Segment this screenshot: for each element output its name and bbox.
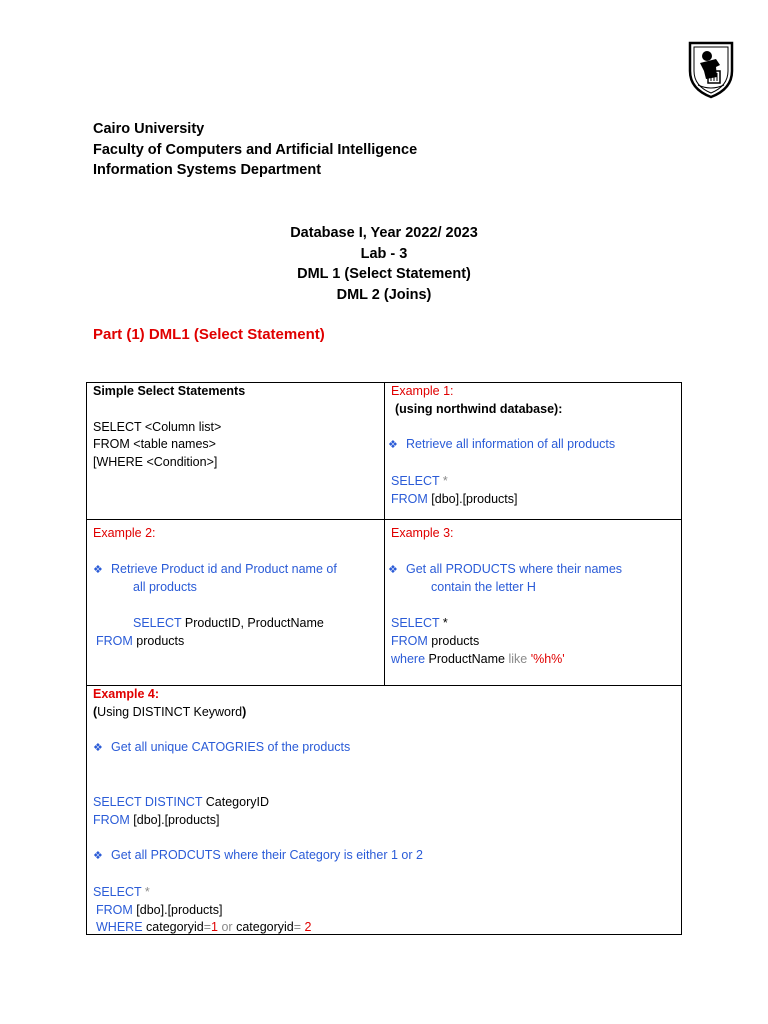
keyword: FROM — [93, 812, 130, 827]
keyword: WHERE — [96, 920, 143, 935]
cell-heading: Simple Select Statements — [93, 384, 246, 398]
part-heading: Part (1) DML1 (Select Statement) — [93, 326, 325, 343]
syntax-line: SELECT <Column list> — [93, 419, 222, 434]
task-text: Get all unique CATOGRIES of the products — [111, 740, 351, 755]
keyword: FROM — [96, 633, 133, 648]
task-text: Retrieve Product id and Product name of — [111, 561, 337, 576]
keyword: FROM — [391, 491, 428, 506]
operator: or — [221, 920, 233, 935]
query-line — [388, 615, 678, 633]
example-heading: Example 2: — [93, 526, 156, 540]
identifier: categoryid — [236, 920, 294, 935]
example-heading: Example 1: — [391, 384, 454, 398]
example-3-cell — [388, 525, 678, 668]
operator: * — [442, 615, 448, 630]
example-subheading — [93, 704, 678, 722]
query-line — [93, 812, 678, 830]
query-line — [93, 919, 678, 937]
query-line — [388, 633, 678, 651]
example-heading: Example 3: — [391, 526, 454, 540]
bullet-icon: ❖ — [93, 742, 103, 755]
identifier: ProductID, ProductName — [184, 615, 324, 630]
lab-number: Lab - 3 — [360, 245, 408, 262]
topic-dml2: DML 2 (Joins) — [336, 286, 432, 303]
operator: * — [442, 473, 448, 488]
university-crest-icon — [686, 41, 736, 99]
operator: = — [203, 920, 212, 935]
query-line — [93, 615, 381, 633]
university-name: Cairo University — [93, 121, 205, 137]
keyword: SELECT — [93, 884, 142, 899]
keyword: FROM — [391, 633, 428, 648]
bullet-icon: ❖ — [388, 439, 398, 452]
query-line — [388, 473, 678, 491]
task-text: Get all PRODUCTS where their names — [406, 561, 623, 576]
bullet-icon: ❖ — [388, 563, 398, 576]
faculty-name: Faculty of Computers and Artificial Intelligence — [93, 141, 418, 158]
keyword: SELECT DISTINCT — [93, 794, 203, 809]
keyword: SELECT — [391, 615, 440, 630]
task-text: contain the letter H — [431, 580, 536, 595]
identifier: categoryid — [146, 920, 204, 935]
numeric-literal: 2 — [304, 920, 312, 935]
query-line — [388, 491, 678, 509]
task-text: Get all PRODCUTS where their Category is either 1 or 2 — [111, 848, 423, 863]
example-2-cell — [93, 525, 381, 651]
query-line — [93, 794, 678, 812]
table-divider — [384, 382, 385, 686]
task-text: Retrieve all information of all products — [406, 437, 616, 452]
syntax-line: [WHERE <Condition>] — [93, 455, 218, 470]
keyword: where — [391, 651, 426, 666]
institution-header — [93, 119, 417, 181]
topic-dml1: DML 1 (Select Statement) — [297, 266, 471, 282]
example-4-cell — [93, 686, 678, 937]
query-line — [93, 633, 381, 651]
query-line — [93, 902, 678, 920]
identifier: products — [136, 633, 185, 648]
keyword: SELECT — [133, 615, 182, 630]
string-literal: '%h%' — [530, 651, 565, 666]
syntax-line: FROM <table names> — [93, 437, 216, 452]
task-text: all products — [133, 580, 197, 595]
operator: = — [293, 920, 302, 935]
identifier: [dbo].[products] — [133, 812, 220, 827]
operator: like — [508, 651, 528, 666]
identifier: [dbo].[products] — [136, 902, 223, 917]
paren: ( — [93, 704, 98, 719]
simple-select-cell — [93, 383, 381, 472]
identifier: CategoryID — [205, 794, 270, 809]
bullet-icon: ❖ — [93, 563, 103, 576]
subheading-text: Using DISTINCT Keyword — [97, 704, 243, 719]
identifier: [dbo].[products] — [431, 491, 518, 506]
table-divider — [86, 519, 682, 520]
bullet-icon: ❖ — [93, 850, 103, 863]
example-heading: Example 4: — [93, 687, 160, 701]
query-line — [93, 884, 678, 902]
example-subheading: (using northwind database): — [395, 401, 563, 416]
identifier: products — [431, 633, 480, 648]
paren: ) — [242, 704, 247, 719]
query-line — [388, 651, 678, 669]
example-1-cell — [388, 383, 678, 509]
numeric-literal: 1 — [211, 920, 218, 935]
department-name: Information Systems Department — [93, 162, 322, 178]
keyword: FROM — [96, 902, 133, 917]
operator: * — [144, 884, 150, 899]
identifier: ProductName — [428, 651, 505, 666]
document-title — [0, 223, 768, 305]
keyword: SELECT — [391, 473, 440, 488]
course-title: Database I, Year 2022/ 2023 — [290, 225, 478, 241]
